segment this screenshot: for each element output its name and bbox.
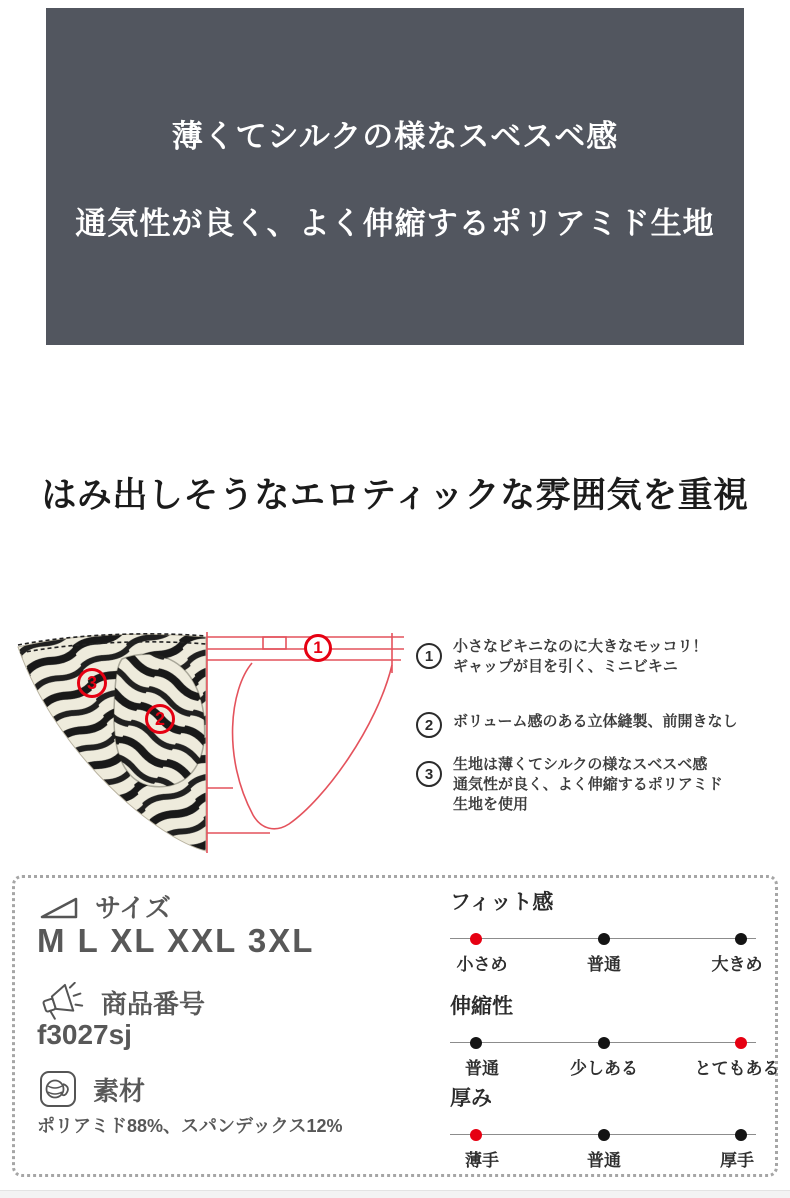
scale-thickness-label-2: 普通 [587, 1151, 621, 1170]
annotation-3-line-2: 通気性が良く、よく伸縮するポリアミド [453, 776, 723, 793]
scale-stretch-dot-1 [470, 1037, 482, 1049]
callout-2-badge: 2 [145, 704, 175, 734]
scale-fit-dot-2 [598, 933, 610, 945]
scale-stretch-label-3: とてもある [694, 1059, 780, 1078]
material-label: 素材 [93, 1075, 146, 1106]
scale-fit [450, 886, 770, 974]
scale-thickness-label-3: 厚手 [720, 1151, 754, 1170]
scale-thickness-dot-3 [735, 1129, 747, 1141]
scale-fit-dot-1 [470, 933, 482, 945]
size-label: サイズ [95, 893, 171, 923]
yarn-icon [39, 1070, 77, 1108]
spec-box [12, 875, 778, 1177]
feature-diagram [0, 627, 790, 859]
scale-stretch-track [450, 1034, 780, 1078]
scale-stretch-label-1: 普通 [465, 1059, 499, 1078]
hero-banner [46, 8, 744, 345]
scale-thickness-dot-1 [470, 1129, 482, 1141]
scale-thickness-dot-2 [598, 1129, 610, 1141]
item-number-value: f3027sj [37, 1019, 132, 1050]
annotation-1 [416, 637, 708, 677]
material-value: ポリアミド88%、スパンデックス12% [37, 1116, 343, 1136]
callout-1-badge: 1 [304, 634, 332, 662]
scale-fit-label-3: 大きめ [711, 955, 763, 974]
next-section-edge [0, 1190, 790, 1198]
callout-3-badge: 3 [77, 668, 107, 698]
outline-drawing [205, 627, 415, 857]
annotation-2 [416, 712, 738, 738]
annotation-3 [416, 755, 723, 815]
scale-fit-title: フィット感 [450, 891, 554, 914]
scale-fit-label-1: 小さめ [456, 955, 508, 974]
item-number-label: 商品番号 [101, 988, 206, 1019]
annotation-3-line-1: 生地は薄くてシルクの様なスベスベ感 [453, 756, 708, 773]
scale-thickness [450, 1082, 770, 1170]
annotation-1-number: 1 [416, 643, 442, 669]
annotation-2-line-1: ボリューム感のある立体縫製、前開きなし [453, 713, 738, 730]
annotation-2-number: 2 [416, 712, 442, 738]
megaphone-icon [39, 982, 85, 1022]
annotation-3-number: 3 [416, 761, 442, 787]
scale-stretch-dot-2 [598, 1037, 610, 1049]
size-value: M L XL XXL 3XL [37, 922, 315, 959]
scale-stretch-dot-3 [735, 1037, 747, 1049]
scale-fit-label-2: 普通 [587, 955, 621, 974]
annotation-list [416, 627, 790, 859]
item-number-header [39, 982, 205, 1022]
scale-fit-track [450, 930, 763, 974]
scale-thickness-title: 厚み [450, 1087, 492, 1110]
scale-stretch-title: 伸縮性 [450, 995, 513, 1018]
triangle-ruler-icon [39, 894, 79, 920]
scale-fit-dot-3 [735, 933, 747, 945]
annotation-3-line-3: 生地を使用 [453, 796, 529, 813]
page-title: はみ出しそうなエロティックな雰囲気を重視 [41, 476, 749, 515]
material-header [39, 1070, 145, 1108]
annotation-1-line-1: 小さなビキニなのに大きなモッコリ！ [453, 638, 708, 655]
hero-line-1: 薄くてシルクの様なスベスベ感 [171, 118, 619, 154]
product-photo [10, 629, 208, 855]
size-header [39, 888, 171, 925]
scale-thickness-label-1: 薄手 [465, 1151, 499, 1170]
scale-stretch [450, 990, 780, 1078]
scale-thickness-track [450, 1126, 756, 1170]
scale-stretch-label-2: 少しある [570, 1059, 638, 1078]
annotation-1-line-2: ギャップが目を引く、ミニビキニ [453, 658, 678, 675]
hero-line-2: 通気性が良く、よく伸縮するポリアミド生地 [75, 205, 715, 241]
